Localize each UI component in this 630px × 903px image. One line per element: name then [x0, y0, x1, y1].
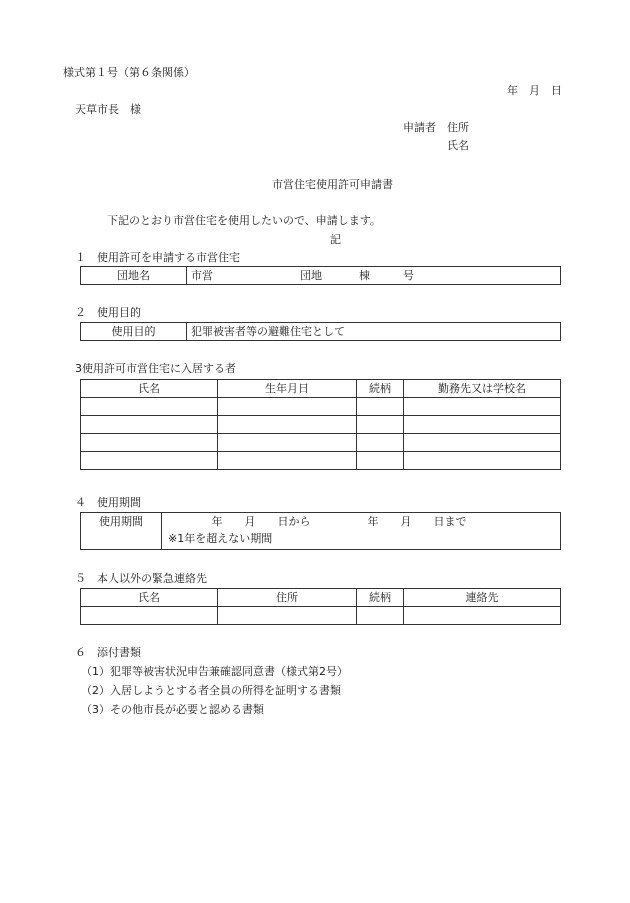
danchi-suffix: 団地: [300, 269, 322, 282]
table-row: [81, 416, 561, 434]
table-row: [81, 607, 561, 625]
table-row: [81, 398, 561, 416]
col-name: 氏名: [81, 380, 218, 398]
applicant-name-label: 氏名: [447, 139, 469, 152]
cell-contact[interactable]: [404, 607, 561, 625]
attachment-item: （3）その他市長が必要と認める書類: [81, 703, 264, 716]
period-note: ※1年を超えない期間: [168, 532, 273, 545]
purpose-value[interactable]: 犯罪被害者等の避難住宅として: [187, 323, 561, 341]
section5-heading: ５ 本人以外の緊急連絡先: [75, 572, 207, 585]
section1-table: [80, 266, 561, 285]
cell-birthdate[interactable]: [218, 452, 357, 470]
col-workplace: 勤務先又は学校名: [404, 380, 561, 398]
danchi-value[interactable]: [187, 267, 561, 285]
col-birthdate: 生年月日: [218, 380, 357, 398]
cell-relation[interactable]: [357, 416, 404, 434]
section4-heading: ４ 使用期間: [75, 496, 141, 509]
danchi-label: 団地名: [81, 267, 187, 285]
residents-table: [80, 379, 561, 470]
cell-relation[interactable]: [357, 452, 404, 470]
intro-text: 下記のとおり市営住宅を使用したいので、申請します。: [107, 214, 381, 227]
residents-header-row: [81, 380, 561, 398]
period-table: [80, 512, 561, 550]
go-suffix: 号: [403, 269, 414, 282]
period-from: 年 月 日から: [211, 515, 311, 528]
cell-name[interactable]: [81, 398, 218, 416]
form-number: 様式第１号（第６条関係）: [63, 66, 195, 79]
table-row: [81, 452, 561, 470]
table-row: [81, 434, 561, 452]
section1-heading: １ 使用許可を申請する市営住宅: [75, 251, 240, 264]
period-until: 年 月 日まで: [367, 515, 467, 528]
period-label: 使用期間: [81, 513, 162, 550]
section2-heading: ２ 使用目的: [75, 306, 141, 319]
cell-name[interactable]: [81, 452, 218, 470]
col-relation: 続柄: [357, 589, 404, 607]
attachment-item: （2）入居しようとする者全員の所得を証明する書類: [81, 684, 341, 697]
to-suffix: 棟: [359, 269, 370, 282]
addressee: 天草市長 様: [75, 103, 141, 116]
cell-birthdate[interactable]: [218, 434, 357, 452]
emergency-header-row: [81, 589, 561, 607]
cell-birthdate[interactable]: [218, 416, 357, 434]
cell-workplace[interactable]: [404, 416, 561, 434]
cell-relation[interactable]: [357, 607, 404, 625]
cell-name[interactable]: [81, 607, 218, 625]
document-title: 市営住宅使用許可申請書: [272, 178, 393, 191]
col-name: 氏名: [81, 589, 218, 607]
cell-relation[interactable]: [357, 434, 404, 452]
purpose-label: 使用目的: [81, 323, 187, 341]
col-address: 住所: [218, 589, 357, 607]
cell-name[interactable]: [81, 416, 218, 434]
cell-relation[interactable]: [357, 398, 404, 416]
applicant-address-label: 申請者 住所: [403, 121, 469, 134]
col-relation: 続柄: [357, 380, 404, 398]
cell-address[interactable]: [218, 607, 357, 625]
section3-heading: 3使用許可市営住宅に入居する者: [75, 362, 236, 375]
section6-heading: ６ 添付書類: [75, 646, 141, 659]
cell-name[interactable]: [81, 434, 218, 452]
danchi-prefix: 市営: [191, 269, 213, 282]
date-line: 年 月 日: [507, 84, 562, 97]
cell-workplace[interactable]: [404, 434, 561, 452]
period-value[interactable]: [162, 513, 561, 550]
section2-table: [80, 322, 561, 341]
col-contact: 連絡先: [404, 589, 561, 607]
cell-birthdate[interactable]: [218, 398, 357, 416]
ki-mark: 記: [330, 233, 341, 246]
emergency-contact-table: [80, 588, 561, 625]
cell-workplace[interactable]: [404, 452, 561, 470]
cell-workplace[interactable]: [404, 398, 561, 416]
attachment-item: （1）犯罪等被害状況申告兼確認同意書（様式第2号）: [81, 665, 348, 678]
